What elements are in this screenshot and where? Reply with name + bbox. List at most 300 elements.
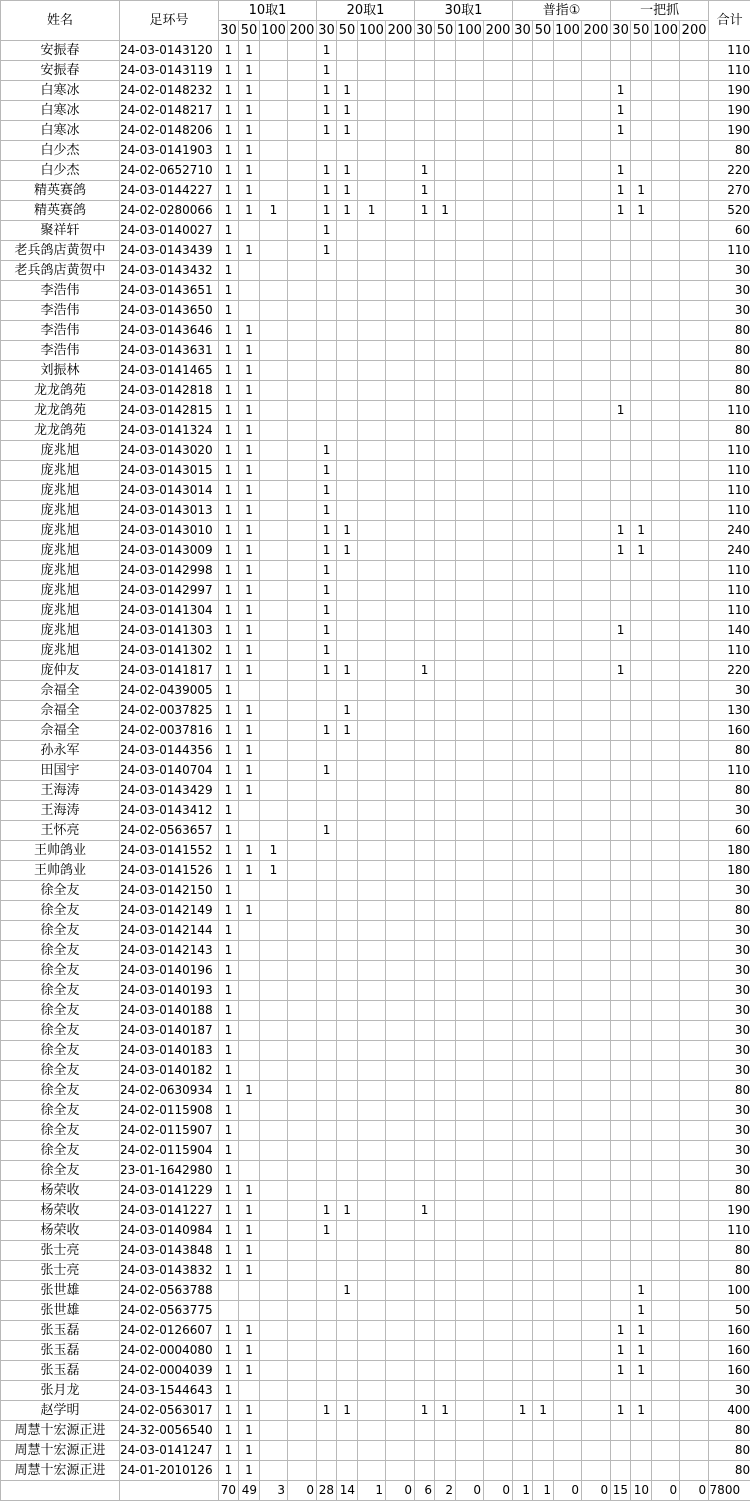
entry-cell: 1	[337, 661, 358, 681]
header-amount: 200	[680, 21, 709, 41]
owner-name-cell: 佘福全	[1, 721, 120, 741]
entry-cell: 1	[219, 1081, 239, 1101]
entry-cell	[415, 1221, 435, 1241]
entry-cell	[680, 1241, 709, 1261]
table-row	[1, 581, 750, 601]
entry-cell	[631, 1121, 652, 1141]
ring-number-cell: 24-03-0143651	[120, 281, 219, 301]
entry-cell	[358, 1161, 386, 1181]
entry-cell	[288, 1021, 317, 1041]
entry-cell	[554, 1081, 582, 1101]
entry-cell	[582, 381, 611, 401]
entry-cell	[652, 801, 680, 821]
table-row	[1, 1041, 750, 1061]
entry-cell: 1	[219, 181, 239, 201]
entry-cell	[484, 981, 513, 1001]
owner-name-cell: 庞兆旭	[1, 521, 120, 541]
row-total-cell: 30	[709, 681, 750, 701]
table-row	[1, 1221, 750, 1241]
entry-cell	[317, 341, 337, 361]
entry-cell	[337, 1161, 358, 1181]
entry-cell	[288, 1261, 317, 1281]
entry-cell	[386, 1341, 415, 1361]
entry-cell	[260, 1241, 288, 1261]
entry-cell	[337, 341, 358, 361]
entry-cell	[554, 1101, 582, 1121]
entry-cell	[611, 341, 631, 361]
entry-cell	[631, 621, 652, 641]
entry-cell	[386, 401, 415, 421]
entry-cell	[652, 301, 680, 321]
entry-cell	[554, 1001, 582, 1021]
entry-cell	[456, 1401, 484, 1421]
entry-cell	[358, 521, 386, 541]
entry-cell	[680, 861, 709, 881]
entry-cell	[337, 501, 358, 521]
ring-number-cell: 24-03-0140183	[120, 1041, 219, 1061]
entry-cell	[554, 801, 582, 821]
ring-number-cell: 24-03-0143429	[120, 781, 219, 801]
entry-cell	[611, 761, 631, 781]
entry-cell	[611, 141, 631, 161]
entry-cell	[513, 1341, 533, 1361]
entry-cell	[513, 381, 533, 401]
entry-cell: 1	[337, 521, 358, 541]
entry-cell	[680, 201, 709, 221]
entry-cell	[260, 461, 288, 481]
table-row	[1, 961, 750, 981]
entry-cell: 1	[219, 921, 239, 941]
entry-cell	[456, 1101, 484, 1121]
entry-cell	[415, 1101, 435, 1121]
entry-cell	[680, 301, 709, 321]
entry-cell	[652, 661, 680, 681]
header-ring: 足环号	[120, 1, 219, 41]
entry-cell	[582, 1321, 611, 1341]
entry-cell: 1	[317, 821, 337, 841]
entry-cell	[554, 821, 582, 841]
ring-number-cell: 24-03-0142818	[120, 381, 219, 401]
entry-cell	[513, 501, 533, 521]
entry-cell	[386, 81, 415, 101]
entry-cell	[680, 981, 709, 1001]
entry-cell	[317, 861, 337, 881]
entry-cell	[533, 261, 554, 281]
entry-cell	[358, 1221, 386, 1241]
entry-cell	[358, 961, 386, 981]
entry-cell	[652, 681, 680, 701]
entry-cell	[358, 1261, 386, 1281]
entry-cell	[288, 341, 317, 361]
entry-cell	[456, 181, 484, 201]
entry-cell	[652, 981, 680, 1001]
entry-cell	[680, 521, 709, 541]
entry-cell	[386, 241, 415, 261]
entry-cell	[513, 1061, 533, 1081]
entry-cell: 1	[260, 861, 288, 881]
entry-cell	[680, 1161, 709, 1181]
entry-cell	[582, 701, 611, 721]
entry-cell: 1	[239, 861, 260, 881]
entry-cell	[358, 341, 386, 361]
entry-cell	[260, 1121, 288, 1141]
entry-cell	[554, 961, 582, 981]
row-total-cell: 80	[709, 1181, 750, 1201]
entry-cell	[288, 1361, 317, 1381]
entry-cell	[533, 181, 554, 201]
header-amount: 30	[611, 21, 631, 41]
table-row	[1, 981, 750, 1001]
owner-name-cell: 张玉磊	[1, 1321, 120, 1341]
entry-cell	[513, 901, 533, 921]
entry-cell	[337, 861, 358, 881]
table-row	[1, 1401, 750, 1421]
entry-cell	[260, 901, 288, 921]
entry-cell	[456, 1441, 484, 1461]
entry-cell: 1	[219, 361, 239, 381]
header-name: 姓名	[1, 1, 120, 41]
entry-cell	[533, 841, 554, 861]
entry-cell	[456, 261, 484, 281]
entry-cell	[554, 1021, 582, 1041]
entry-cell	[415, 761, 435, 781]
ring-number-cell: 24-02-0630934	[120, 1081, 219, 1101]
entry-cell	[415, 1161, 435, 1181]
entry-cell	[582, 921, 611, 941]
entry-cell	[260, 1201, 288, 1221]
entry-cell: 1	[533, 1401, 554, 1421]
entry-cell	[386, 881, 415, 901]
entry-cell	[386, 361, 415, 381]
entry-cell	[239, 1041, 260, 1061]
entry-cell	[358, 121, 386, 141]
entry-cell	[415, 241, 435, 261]
entry-cell	[358, 1121, 386, 1141]
entry-cell	[680, 801, 709, 821]
header-amount: 100	[652, 21, 680, 41]
ring-number-cell: 24-02-0439005	[120, 681, 219, 701]
entry-cell	[533, 961, 554, 981]
owner-name-cell: 张玉磊	[1, 1341, 120, 1361]
entry-cell	[337, 1461, 358, 1481]
entry-cell	[533, 621, 554, 641]
entry-cell	[611, 1001, 631, 1021]
entry-cell	[415, 621, 435, 641]
entry-cell: 1	[239, 541, 260, 561]
entry-cell	[513, 1041, 533, 1061]
column-sum-cell: 28	[317, 1481, 337, 1501]
entry-cell	[239, 1381, 260, 1401]
entry-cell	[631, 161, 652, 181]
row-total-cell: 110	[709, 581, 750, 601]
entry-cell: 1	[239, 581, 260, 601]
entry-cell	[358, 1201, 386, 1221]
entry-cell: 1	[239, 401, 260, 421]
entry-cell: 1	[219, 561, 239, 581]
entry-cell	[337, 1361, 358, 1381]
row-total-cell: 80	[709, 741, 750, 761]
entry-cell	[239, 1061, 260, 1081]
entry-cell	[435, 241, 456, 261]
entry-cell	[680, 1201, 709, 1221]
entry-cell	[288, 1381, 317, 1401]
owner-name-cell: 杨荣收	[1, 1181, 120, 1201]
entry-cell: 1	[631, 1341, 652, 1361]
entry-cell	[554, 781, 582, 801]
entry-cell	[386, 161, 415, 181]
row-total-cell: 80	[709, 1261, 750, 1281]
entry-cell	[484, 881, 513, 901]
entry-cell	[533, 941, 554, 961]
ring-number-cell: 24-03-0143432	[120, 261, 219, 281]
entry-cell	[435, 301, 456, 321]
row-total-cell: 190	[709, 101, 750, 121]
header-amount: 50	[533, 21, 554, 41]
row-total-cell: 110	[709, 401, 750, 421]
entry-cell	[582, 981, 611, 1001]
entry-cell	[415, 361, 435, 381]
entry-cell	[288, 721, 317, 741]
entry-cell: 1	[219, 1381, 239, 1401]
entry-cell	[631, 261, 652, 281]
entry-cell	[582, 461, 611, 481]
owner-name-cell: 庞兆旭	[1, 541, 120, 561]
entry-cell	[631, 1061, 652, 1081]
entry-cell	[513, 201, 533, 221]
entry-cell: 1	[219, 1261, 239, 1281]
entry-cell	[513, 1081, 533, 1101]
entry-cell: 1	[239, 661, 260, 681]
entry-cell	[484, 1161, 513, 1181]
row-total-cell: 520	[709, 201, 750, 221]
table-row	[1, 321, 750, 341]
entry-cell	[337, 321, 358, 341]
entry-cell	[317, 1441, 337, 1461]
entry-cell	[386, 1161, 415, 1181]
ring-number-cell: 24-02-0115904	[120, 1141, 219, 1161]
entry-cell	[611, 61, 631, 81]
header-group-general: 普指①	[513, 1, 611, 21]
entry-cell	[415, 1121, 435, 1141]
entry-cell	[415, 801, 435, 821]
ring-number-cell: 24-03-0142998	[120, 561, 219, 581]
entry-cell	[337, 561, 358, 581]
entry-cell	[533, 1281, 554, 1301]
entry-cell: 1	[219, 661, 239, 681]
ring-number-cell: 24-03-0143119	[120, 61, 219, 81]
entry-cell	[533, 341, 554, 361]
entry-cell	[533, 61, 554, 81]
table-row	[1, 801, 750, 821]
entry-cell	[415, 841, 435, 861]
table-row	[1, 1241, 750, 1261]
entry-cell	[611, 741, 631, 761]
entry-cell	[484, 941, 513, 961]
entry-cell	[260, 961, 288, 981]
entry-cell	[260, 401, 288, 421]
column-sum-cell: 3	[260, 1481, 288, 1501]
ring-number-cell: 24-03-0143009	[120, 541, 219, 561]
owner-name-cell: 田国宇	[1, 761, 120, 781]
entry-cell	[288, 261, 317, 281]
entry-cell	[582, 1401, 611, 1421]
entry-cell	[435, 1221, 456, 1241]
entry-cell	[652, 441, 680, 461]
entry-cell	[337, 901, 358, 921]
entry-cell	[533, 1141, 554, 1161]
entry-cell	[652, 1181, 680, 1201]
table-row	[1, 1081, 750, 1101]
entry-cell	[680, 1141, 709, 1161]
entry-cell	[358, 1101, 386, 1121]
entry-cell: 1	[631, 1321, 652, 1341]
entry-cell	[582, 801, 611, 821]
entry-cell	[533, 881, 554, 901]
entry-cell: 1	[239, 41, 260, 61]
entry-cell	[680, 881, 709, 901]
entry-cell	[415, 1321, 435, 1341]
entry-cell	[358, 601, 386, 621]
entry-cell: 1	[317, 61, 337, 81]
entry-cell	[386, 1121, 415, 1141]
entry-cell: 1	[219, 441, 239, 461]
entry-cell	[631, 801, 652, 821]
entry-cell	[484, 1221, 513, 1241]
entry-cell: 1	[219, 381, 239, 401]
entry-cell	[358, 1021, 386, 1041]
table-row	[1, 521, 750, 541]
entry-cell	[337, 1341, 358, 1361]
entry-cell	[513, 1321, 533, 1341]
entry-cell	[288, 801, 317, 821]
entry-cell	[554, 1341, 582, 1361]
entry-cell	[337, 281, 358, 301]
entry-cell	[533, 41, 554, 61]
entry-cell	[484, 781, 513, 801]
entry-cell	[533, 801, 554, 821]
entry-cell	[386, 541, 415, 561]
entry-cell	[288, 201, 317, 221]
entry-cell	[582, 781, 611, 801]
entry-cell	[386, 61, 415, 81]
entry-cell	[386, 481, 415, 501]
entry-cell	[288, 41, 317, 61]
ring-number-cell: 24-02-0037816	[120, 721, 219, 741]
entry-cell	[435, 461, 456, 481]
entry-cell	[680, 101, 709, 121]
entry-cell	[554, 241, 582, 261]
owner-name-cell: 张世雄	[1, 1281, 120, 1301]
entry-cell	[260, 281, 288, 301]
entry-cell: 1	[415, 1201, 435, 1221]
table-row	[1, 941, 750, 961]
table-row	[1, 221, 750, 241]
entry-cell	[652, 1161, 680, 1181]
entry-cell	[415, 261, 435, 281]
entry-cell: 1	[219, 261, 239, 281]
entry-cell: 1	[239, 1421, 260, 1441]
ring-number-cell: 24-02-0148217	[120, 101, 219, 121]
entry-cell	[554, 1321, 582, 1341]
header-group-10: 10取1	[219, 1, 317, 21]
entry-cell	[533, 1041, 554, 1061]
table-row	[1, 301, 750, 321]
entry-cell	[611, 1241, 631, 1261]
entry-cell	[260, 181, 288, 201]
table-row	[1, 1321, 750, 1341]
entry-cell	[611, 1081, 631, 1101]
entry-cell	[288, 1161, 317, 1181]
entry-cell	[288, 1321, 317, 1341]
entry-cell	[652, 601, 680, 621]
entry-cell	[513, 1421, 533, 1441]
header-total: 合计	[709, 1, 750, 41]
entry-cell	[239, 681, 260, 701]
entry-cell	[260, 581, 288, 601]
ring-number-cell: 24-03-0143646	[120, 321, 219, 341]
table-row	[1, 501, 750, 521]
entry-cell	[435, 841, 456, 861]
entry-cell	[554, 81, 582, 101]
owner-name-cell: 徐全友	[1, 1061, 120, 1081]
entry-cell	[582, 581, 611, 601]
entry-cell	[513, 121, 533, 141]
header-amount: 30	[219, 21, 239, 41]
entry-cell	[358, 161, 386, 181]
entry-cell: 1	[219, 101, 239, 121]
entry-cell	[239, 1001, 260, 1021]
table-row	[1, 281, 750, 301]
entry-cell	[358, 241, 386, 261]
entry-cell	[260, 361, 288, 381]
header-amount: 30	[415, 21, 435, 41]
entry-cell	[386, 421, 415, 441]
entry-cell	[456, 121, 484, 141]
entry-cell	[260, 1221, 288, 1241]
entry-cell	[435, 261, 456, 281]
table-row	[1, 61, 750, 81]
entry-cell	[288, 1301, 317, 1321]
entry-cell	[611, 901, 631, 921]
row-total-cell: 30	[709, 301, 750, 321]
entry-cell	[680, 821, 709, 841]
entry-cell	[456, 61, 484, 81]
entry-cell	[317, 1461, 337, 1481]
entry-cell: 1	[219, 861, 239, 881]
entry-cell	[652, 161, 680, 181]
entry-cell: 1	[317, 161, 337, 181]
table-row	[1, 541, 750, 561]
entry-cell	[435, 581, 456, 601]
entry-cell: 1	[239, 761, 260, 781]
entry-cell	[611, 601, 631, 621]
entry-cell	[456, 161, 484, 181]
entry-cell	[582, 1221, 611, 1241]
entry-cell	[358, 641, 386, 661]
entry-cell	[415, 1361, 435, 1381]
entry-cell: 1	[415, 1401, 435, 1421]
entry-cell	[435, 721, 456, 741]
entry-cell	[513, 981, 533, 1001]
grand-total-cell: 7800	[709, 1481, 750, 1501]
entry-cell	[554, 101, 582, 121]
entry-cell	[554, 1041, 582, 1061]
table-row	[1, 481, 750, 501]
entry-cell	[533, 81, 554, 101]
entry-cell	[554, 1201, 582, 1221]
row-total-cell: 30	[709, 981, 750, 1001]
ring-number-cell: 24-03-0142144	[120, 921, 219, 941]
